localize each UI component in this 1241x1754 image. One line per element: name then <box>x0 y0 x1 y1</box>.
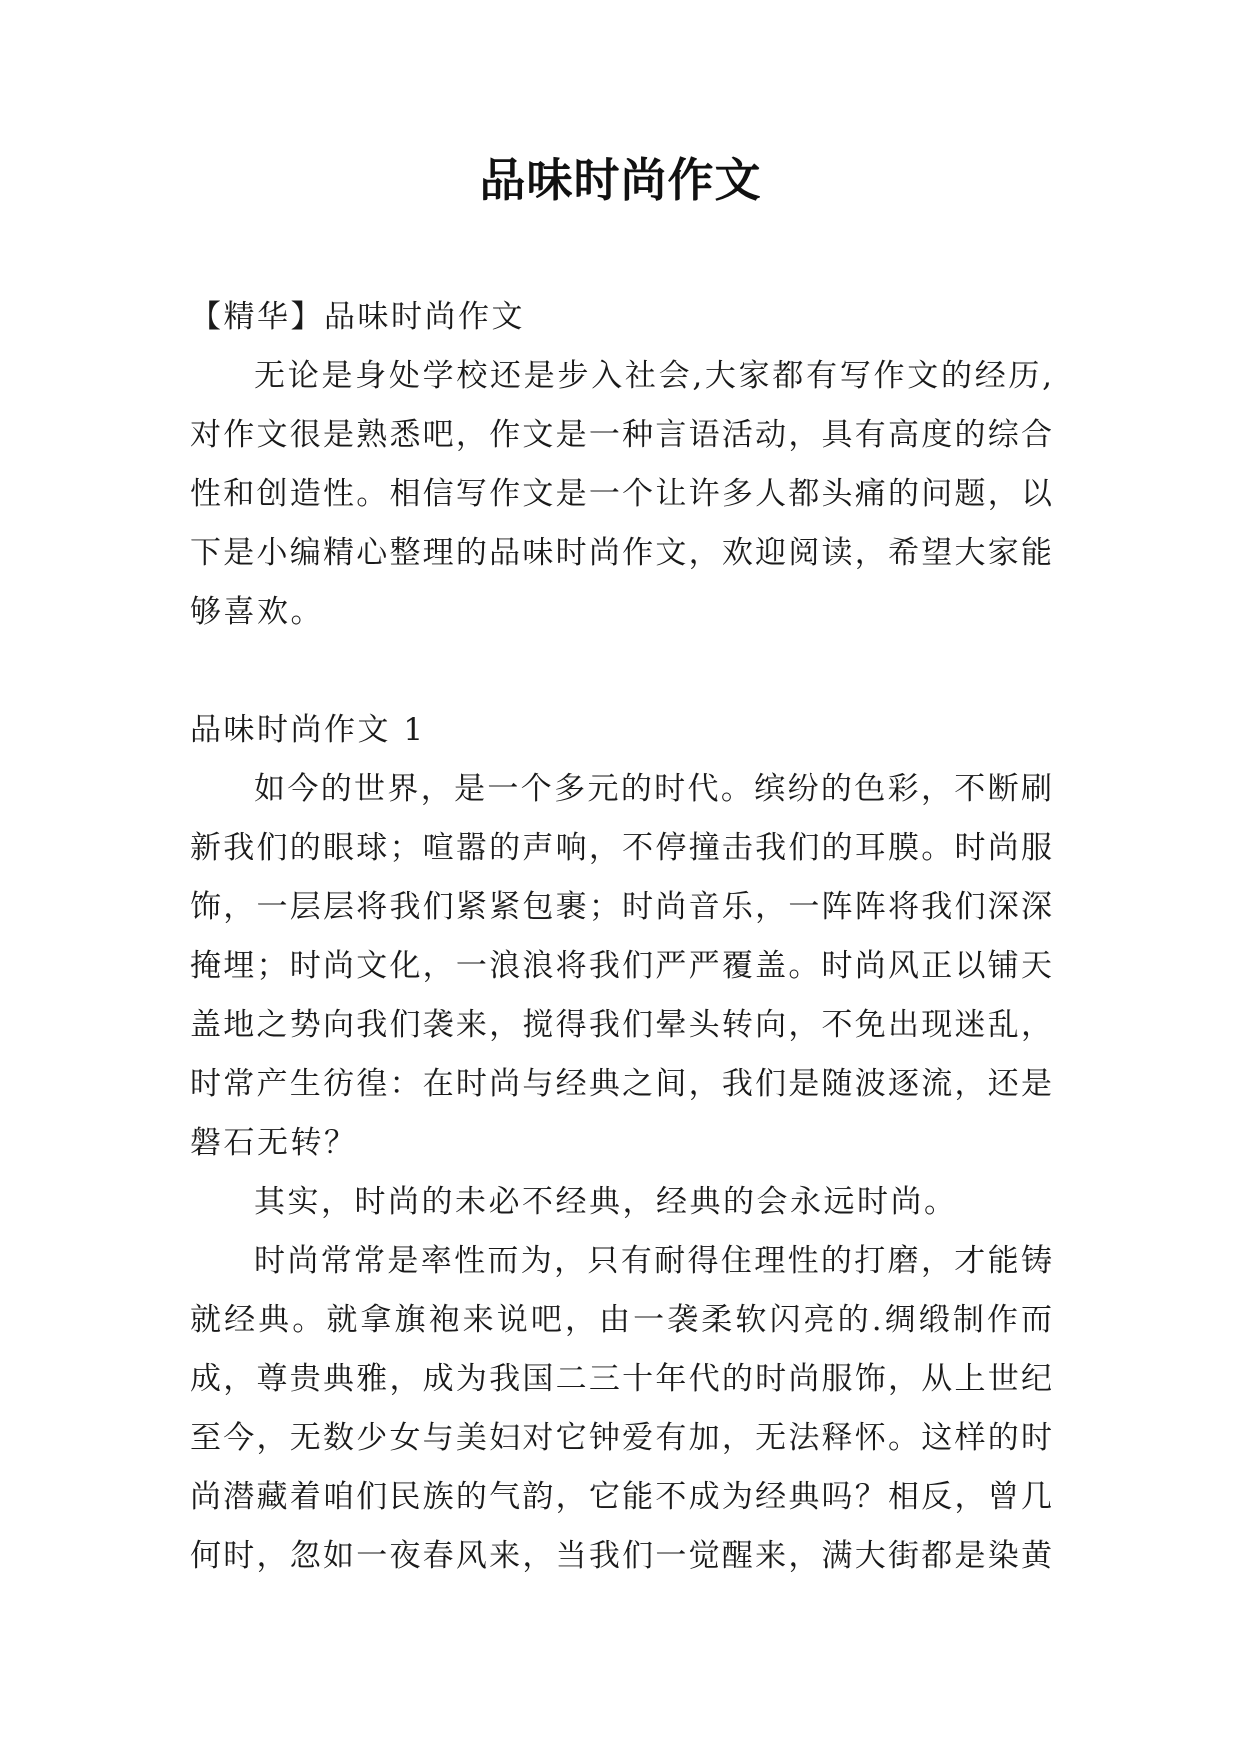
paragraph-line: 成，尊贵典雅，成为我国二三十年代的时尚服饰，从上世纪 <box>190 1361 1052 1397</box>
paragraph-line: 如今的世界，是一个多元的时代。缤纷的色彩，不断刷 <box>254 771 1052 807</box>
paragraph-line: 新我们的眼球；喧嚣的声响，不停撞击我们的耳膜。时尚服 <box>190 830 1052 866</box>
paragraph-line: 尚潜藏着咱们民族的气韵，它能不成为经典吗？相反，曾几 <box>190 1479 1052 1515</box>
paragraph-line: 磐石无转？ <box>190 1125 358 1161</box>
document-title: 品味时尚作文 <box>479 153 762 207</box>
intro-line: 对作文很是熟悉吧，作文是一种言语活动，具有高度的综合 <box>190 417 1052 453</box>
document-body <box>190 288 1052 1586</box>
intro-line: 够喜欢。 <box>190 594 324 630</box>
intro-line: 无论是身处学校还是步入社会,大家都有写作文的经历, <box>254 358 1052 394</box>
paragraph-line: 盖地之势向我们袭来，搅得我们晕头转向，不免出现迷乱， <box>190 1007 1052 1043</box>
intro-line: 性和创造性。相信写作文是一个让许多人都头痛的问题，以 <box>190 476 1052 512</box>
paragraph-line: 掩埋；时尚文化，一浪浪将我们严严覆盖。时尚风正以铺天 <box>190 948 1052 984</box>
paragraph-line: 至今，无数少女与美妇对它钟爱有加，无法释怀。这样的时 <box>190 1420 1052 1456</box>
paragraph-line: 何时，忽如一夜春风来，当我们一觉醒来，满大街都是染黄 <box>190 1538 1052 1574</box>
paragraph-line: 其实，时尚的未必不经典，经典的会永远时尚。 <box>254 1184 958 1220</box>
paragraph-line: 就经典。就拿旗袍来说吧，由一袭柔软闪亮的.绸缎制作而 <box>190 1302 1052 1338</box>
paragraph-line: 时常产生彷徨：在时尚与经典之间，我们是随波逐流，还是 <box>190 1066 1052 1102</box>
paragraph-line: 时尚常常是率性而为，只有耐得住理性的打磨，才能铸 <box>254 1243 1052 1279</box>
intro-line: 下是小编精心整理的品味时尚作文，欢迎阅读，希望大家能 <box>190 535 1052 571</box>
paragraph-spacer <box>190 642 1052 701</box>
section-heading: 品味时尚作文 1 <box>190 712 426 748</box>
document-subtitle: 【精华】品味时尚作文 <box>190 299 525 335</box>
paragraph-line: 饰，一层层将我们紧紧包裹；时尚音乐，一阵阵将我们深深 <box>190 889 1052 925</box>
